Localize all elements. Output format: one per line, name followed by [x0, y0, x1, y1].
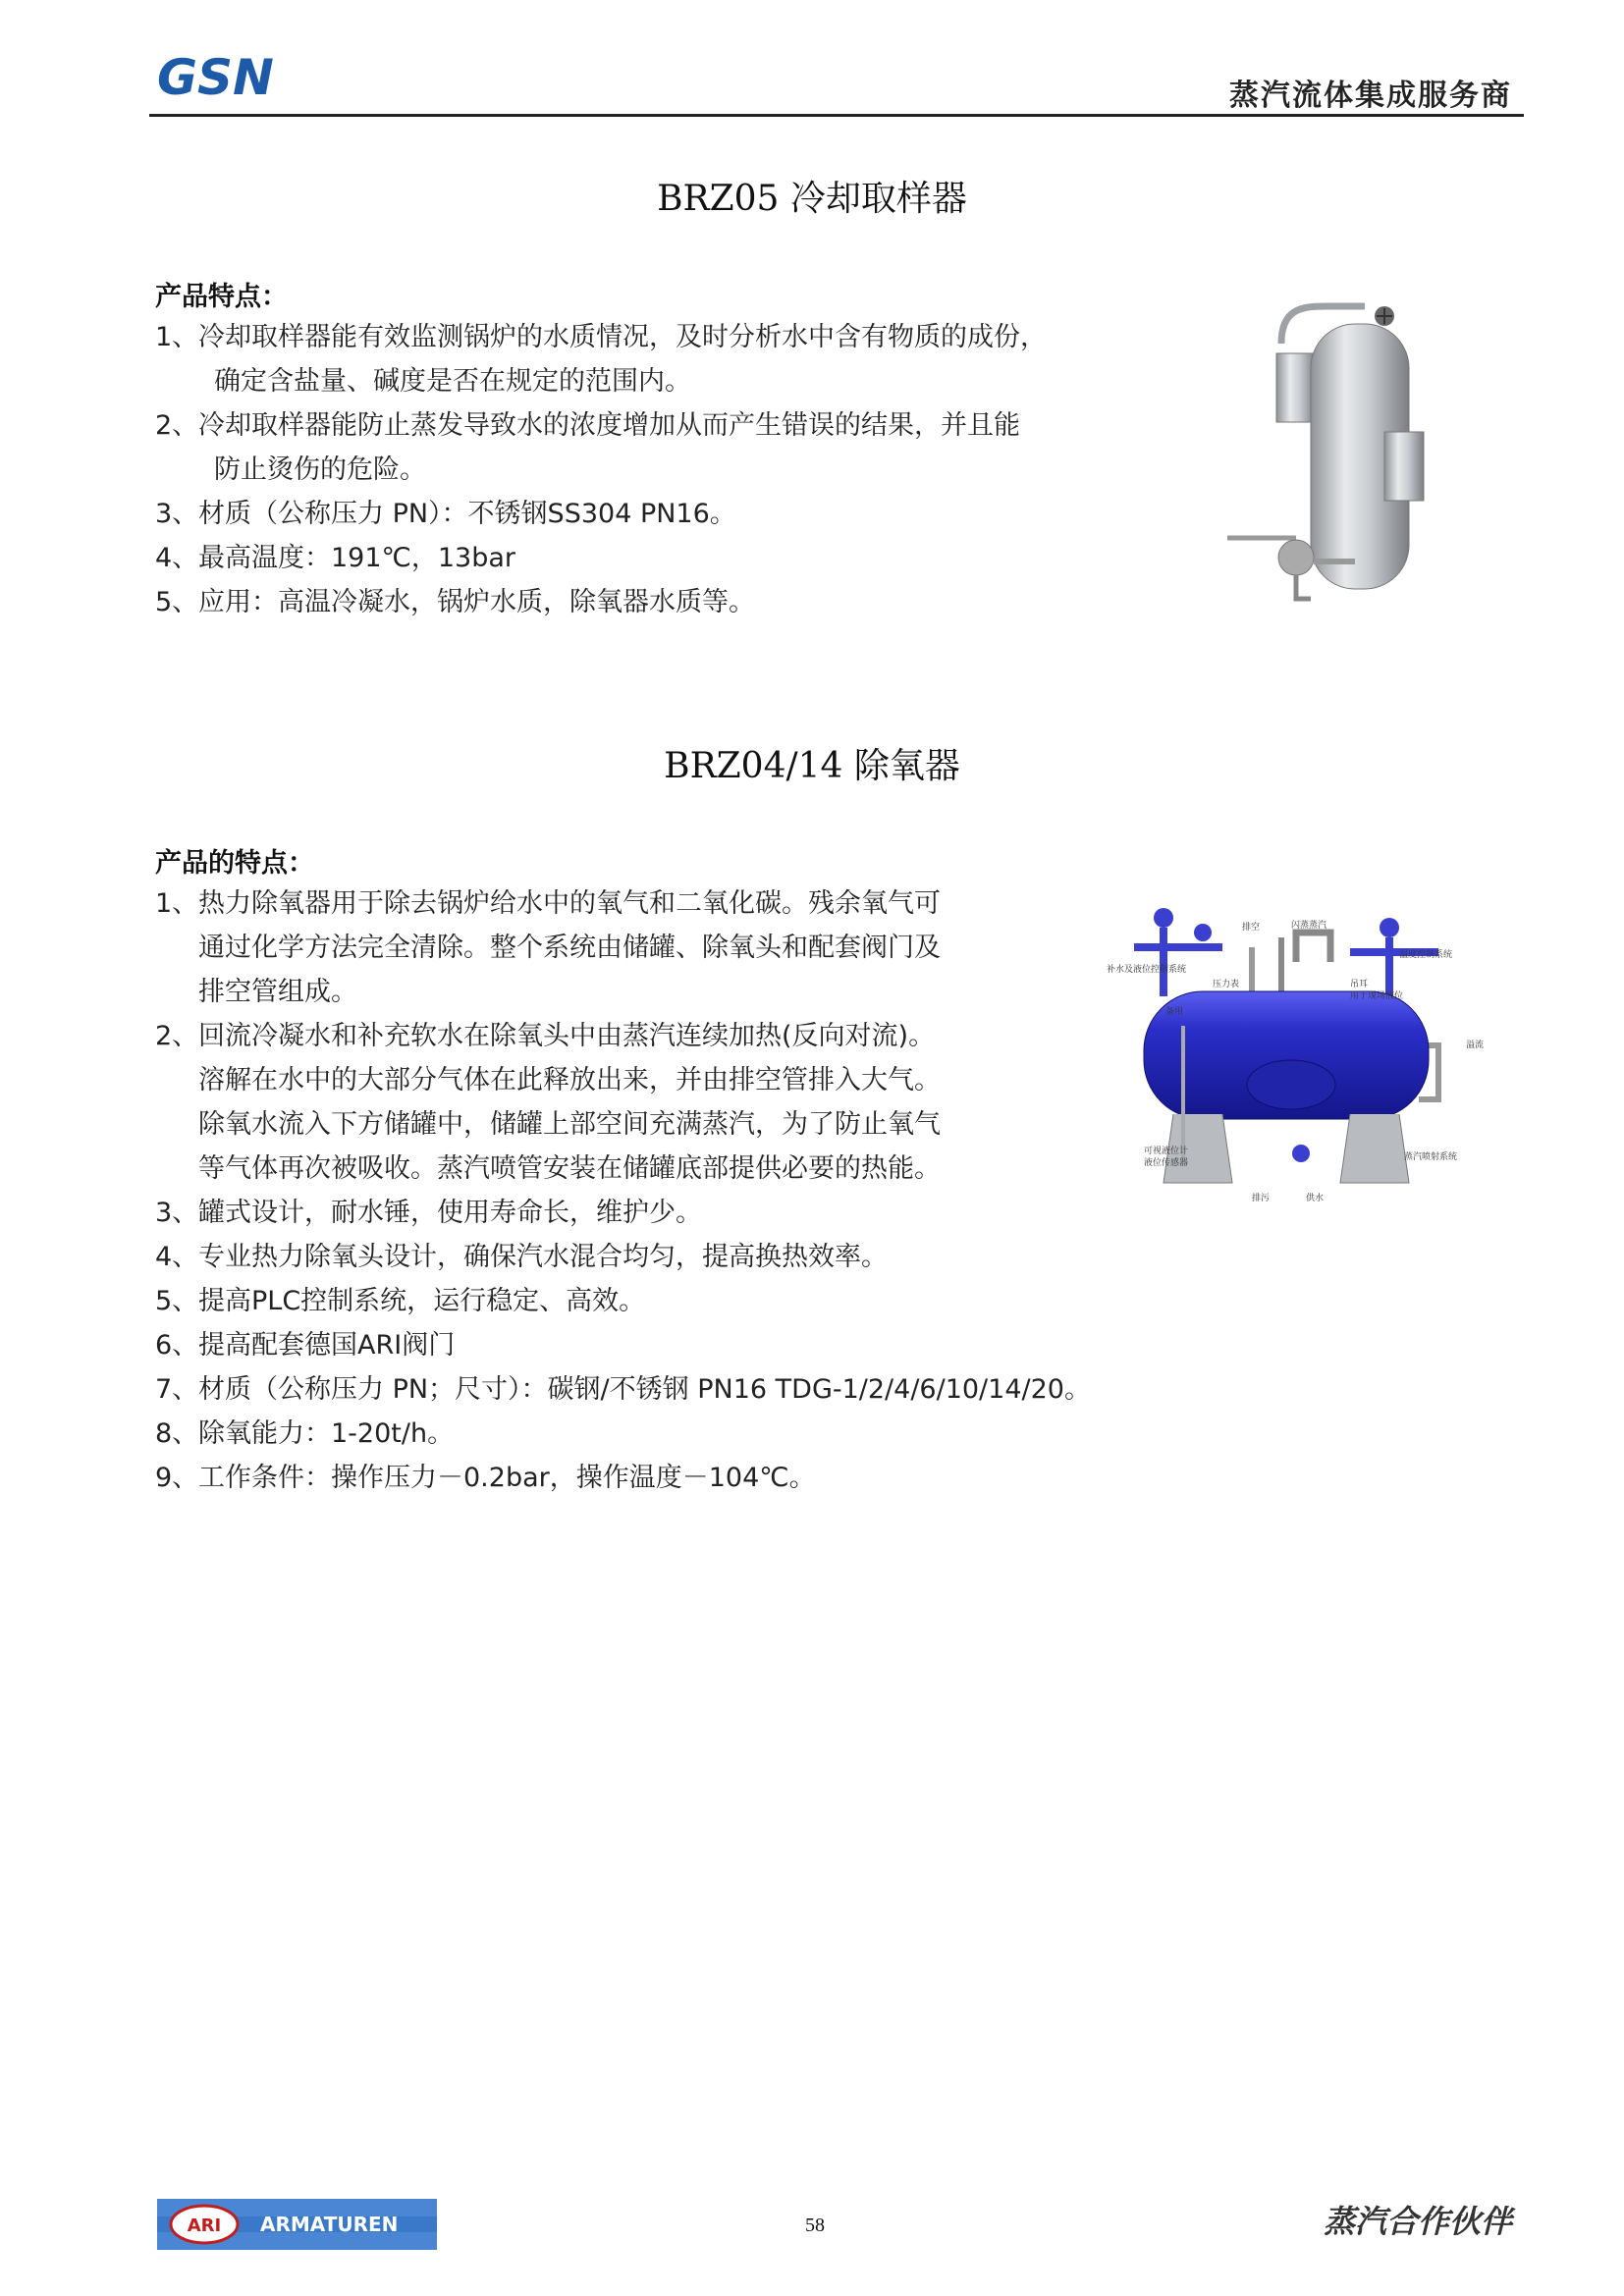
header-divider — [149, 114, 1524, 117]
figure-label: 温度控制系统 — [1399, 950, 1453, 960]
gsn-logo-text: GSN — [157, 51, 274, 102]
item-number: 3、 — [155, 1198, 199, 1228]
figure-label: 蒸汽喷射系统 — [1404, 1152, 1458, 1162]
header-tagline: 蒸汽流体集成服务商 — [1229, 79, 1512, 113]
item-text-continued: 确定含盐量、碱度是否在规定的范围内。 — [214, 366, 691, 397]
figure-label: 闪蒸蒸汽 — [1291, 921, 1327, 931]
list-item — [155, 1014, 1189, 1191]
item-text: 罐式设计，耐水锤，使用寿命长，维护少。 — [198, 1198, 702, 1228]
item-text: 材质（公称压力 PN；尺寸）：碳钢/不锈钢 PN16 TDG-1/2/4/6/10/14/20。 — [198, 1374, 1091, 1405]
item-number: 4、 — [155, 1242, 199, 1272]
ari-armaturen-logo — [157, 2199, 437, 2250]
item-number: 3、 — [155, 499, 199, 529]
item-number: 5、 — [155, 1286, 199, 1316]
item-text: 最高温度：191℃，13bar — [198, 543, 515, 573]
list-item — [155, 1235, 1186, 1279]
item-number: 8、 — [155, 1418, 199, 1449]
item-text: 工作条件：操作压力－0.2bar，操作温度－104℃。 — [198, 1463, 816, 1493]
section1-title: BRZ05 冷却取样器 — [657, 179, 967, 219]
item-text: 提高配套德国ARI阀门 — [198, 1330, 456, 1361]
section2-title: BRZ04/14 除氧器 — [664, 746, 960, 786]
figure-label: 压力表 — [1213, 980, 1240, 989]
item-number: 5、 — [155, 587, 199, 617]
item-number: 2、 — [155, 1021, 199, 1051]
item-number: 1、 — [155, 888, 199, 919]
item-number: 7、 — [155, 1374, 199, 1405]
figure-label: 液位传感器 — [1144, 1158, 1189, 1168]
gsn-logo — [157, 51, 290, 102]
item-text-continued: 排空管组成。 — [198, 977, 357, 1007]
list-item — [155, 1456, 1186, 1500]
figure-label: 吊耳 — [1350, 980, 1369, 989]
list-item — [155, 536, 1137, 580]
item-number: 6、 — [155, 1330, 199, 1361]
figure-label: 排空 — [1242, 923, 1261, 933]
list-item — [155, 881, 1186, 1014]
figure-label: 可视液位计 — [1144, 1147, 1189, 1156]
item-number: 9、 — [155, 1463, 199, 1493]
figure-label: 供水 — [1306, 1194, 1325, 1203]
deaerator-image — [1105, 888, 1497, 1212]
ari-brand-text: ARMATUREN — [260, 2213, 399, 2236]
section1-features-heading: 产品特点： — [155, 282, 288, 312]
figure-label: 溢流 — [1466, 1041, 1485, 1050]
item-text-continued: 溶解在水中的大部分气体在此释放出来，并由排空管排入大气。 — [198, 1065, 941, 1095]
item-text: 应用：高温冷凝水，锅炉水质，除氧器水质等。 — [198, 587, 755, 617]
item-text-continued: 等气体再次被吸收。蒸汽喷管安装在储罐底部提供必要的热能。 — [198, 1153, 941, 1184]
section2-features-heading: 产品的特点： — [155, 848, 314, 879]
footer-slogan: 蒸汽合作伙伴 — [1323, 2203, 1512, 2240]
item-text: 回流冷凝水和补充软水在除氧头中由蒸汽连续加热(反向对流)。 — [198, 1021, 936, 1051]
section1-feature-list — [155, 315, 1137, 624]
page-number: 58 — [805, 2215, 825, 2236]
figure-label: 用于现场液位 — [1350, 991, 1404, 1001]
section2-feature-list — [155, 881, 1189, 1500]
list-item — [155, 1323, 1186, 1367]
item-text: 冷却取样器能有效监测锅炉的水质情况，及时分析水中含有物质的成份， — [198, 322, 1047, 352]
item-text: 专业热力除氧头设计，确保汽水混合均匀，提高换热效率。 — [198, 1242, 888, 1272]
list-item — [155, 580, 1137, 624]
item-text-continued: 防止烫伤的危险。 — [214, 454, 426, 485]
list-item — [155, 1191, 1186, 1235]
item-text: 提高PLC控制系统，运行稳定、高效。 — [198, 1286, 646, 1316]
list-item — [155, 1367, 1186, 1412]
item-text: 热力除氧器用于除去锅炉给水中的氧气和二氧化碳。残余氧气可 — [198, 888, 941, 919]
figure-label: 排污 — [1252, 1194, 1271, 1203]
figure-label: 备用 — [1165, 1007, 1184, 1017]
list-item — [155, 403, 1137, 492]
ari-logo-text: ARI — [187, 2216, 222, 2236]
cooling-sampler-image — [1218, 285, 1443, 638]
item-text: 材质（公称压力 PN）：不锈钢SS304 PN16。 — [198, 499, 736, 529]
list-item — [155, 1279, 1186, 1323]
item-text-continued: 通过化学方法完全清除。整个系统由储罐、除氧头和配套阀门及 — [198, 933, 941, 963]
list-item — [155, 315, 1137, 403]
item-number: 2、 — [155, 410, 199, 441]
figure-label: 补水及液位控制系统 — [1107, 965, 1187, 975]
item-number: 4、 — [155, 543, 199, 573]
list-item — [155, 492, 1137, 536]
item-number: 1、 — [155, 322, 199, 352]
list-item — [155, 1412, 1186, 1456]
item-text: 冷却取样器能防止蒸发导致水的浓度增加从而产生错误的结果，并且能 — [198, 410, 1020, 441]
item-text-continued: 除氧水流入下方储罐中，储罐上部空间充满蒸汽，为了防止氧气 — [198, 1109, 941, 1140]
item-text: 除氧能力：1-20t/h。 — [198, 1418, 455, 1449]
